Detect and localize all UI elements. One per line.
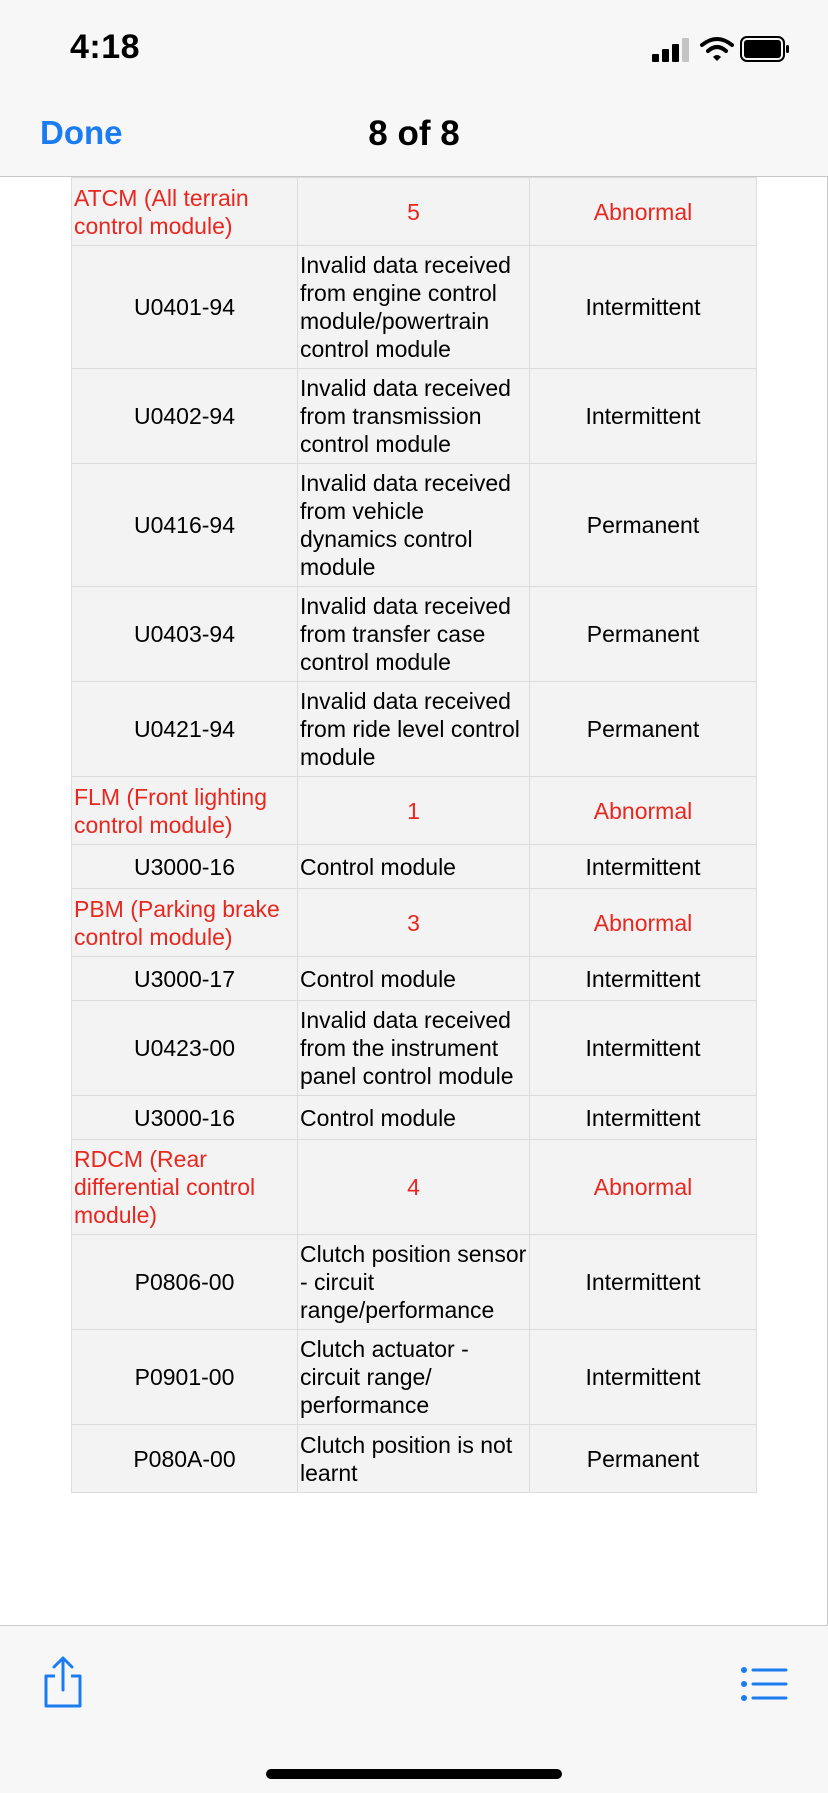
fault-status-cell: Intermittent [530, 1235, 757, 1330]
fault-code-table [71, 177, 757, 1493]
fault-status-cell: Intermittent [530, 1001, 757, 1096]
fault-description-cell: Invalid data received from the instrument panel control module [298, 1001, 530, 1096]
module-name-cell: ATCM (All terrain control module) [72, 178, 298, 246]
fault-count-cell: 1 [298, 777, 530, 845]
module-status-cell: Abnormal [530, 178, 757, 246]
fault-description-cell: Clutch actuator - circuit range/ performance [298, 1330, 530, 1425]
fault-status-cell: Intermittent [530, 957, 757, 1001]
fault-code-cell: P0901-00 [72, 1330, 298, 1425]
fault-code-cell: P080A-00 [72, 1425, 298, 1493]
home-indicator [266, 1769, 562, 1779]
fault-description-cell: Control module [298, 957, 530, 1001]
fault-count-cell: 3 [298, 889, 530, 957]
fault-code-cell: U3000-16 [72, 1096, 298, 1140]
battery-icon [740, 36, 790, 62]
fault-description-cell: Control module [298, 1096, 530, 1140]
status-bar [0, 0, 828, 100]
fault-code-row [72, 246, 757, 369]
fault-status-cell: Permanent [530, 587, 757, 682]
fault-description-cell: Clutch position sensor - circuit range/performance [298, 1235, 530, 1330]
page-indicator-title: 8 of 8 [368, 114, 460, 153]
fault-status-cell: Intermittent [530, 1330, 757, 1425]
fault-code-row [72, 1096, 757, 1140]
fault-code-cell: U3000-16 [72, 845, 298, 889]
document-page[interactable] [0, 177, 828, 1625]
fault-code-row [72, 587, 757, 682]
share-icon[interactable] [40, 1656, 86, 1708]
fault-description-cell: Invalid data received from transmission control module [298, 369, 530, 464]
module-header-row [72, 889, 757, 957]
module-status-cell: Abnormal [530, 889, 757, 957]
fault-code-cell: U0421-94 [72, 682, 298, 777]
navigation-bar [0, 100, 828, 177]
module-header-row [72, 178, 757, 246]
fault-code-row [72, 1001, 757, 1096]
fault-code-cell: P0806-00 [72, 1235, 298, 1330]
module-status-cell: Abnormal [530, 1140, 757, 1235]
bottom-toolbar [0, 1625, 828, 1793]
done-button[interactable]: Done [40, 114, 123, 151]
module-header-row [72, 777, 757, 845]
fault-status-cell: Intermittent [530, 1096, 757, 1140]
fault-status-cell: Intermittent [530, 246, 757, 369]
fault-code-row [72, 464, 757, 587]
fault-status-cell: Intermittent [530, 845, 757, 889]
fault-code-cell: U3000-17 [72, 957, 298, 1001]
module-header-row [72, 1140, 757, 1235]
fault-description-cell: Invalid data received from transfer case control module [298, 587, 530, 682]
fault-code-cell: U0402-94 [72, 369, 298, 464]
fault-description-cell: Control module [298, 845, 530, 889]
fault-status-cell: Permanent [530, 1425, 757, 1493]
fault-description-cell: Clutch position is not learnt [298, 1425, 530, 1493]
fault-status-cell: Permanent [530, 682, 757, 777]
fault-code-row [72, 1235, 757, 1330]
cellular-signal-icon [652, 38, 690, 62]
fault-description-cell: Invalid data received from vehicle dynamics control module [298, 464, 530, 587]
fault-code-row [72, 682, 757, 777]
fault-code-row [72, 369, 757, 464]
fault-description-cell: Invalid data received from engine control module/powertrain control module [298, 246, 530, 369]
fault-description-cell: Invalid data received from ride level control module [298, 682, 530, 777]
fault-code-row [72, 1425, 757, 1493]
status-time: 4:18 [70, 28, 141, 66]
fault-status-cell: Intermittent [530, 369, 757, 464]
fault-code-row [72, 957, 757, 1001]
fault-code-cell: U0416-94 [72, 464, 298, 587]
fault-code-row [72, 845, 757, 889]
fault-code-cell: U0423-00 [72, 1001, 298, 1096]
module-status-cell: Abnormal [530, 777, 757, 845]
module-name-cell: FLM (Front lighting control module) [72, 777, 298, 845]
module-name-cell: RDCM (Rear differential control module) [72, 1140, 298, 1235]
fault-count-cell: 5 [298, 178, 530, 246]
module-name-cell: PBM (Parking brake control module) [72, 889, 298, 957]
fault-code-cell: U0403-94 [72, 587, 298, 682]
fault-status-cell: Permanent [530, 464, 757, 587]
fault-code-cell: U0401-94 [72, 246, 298, 369]
fault-code-row [72, 1330, 757, 1425]
wifi-icon [700, 36, 734, 62]
fault-count-cell: 4 [298, 1140, 530, 1235]
list-icon[interactable] [740, 1666, 788, 1702]
